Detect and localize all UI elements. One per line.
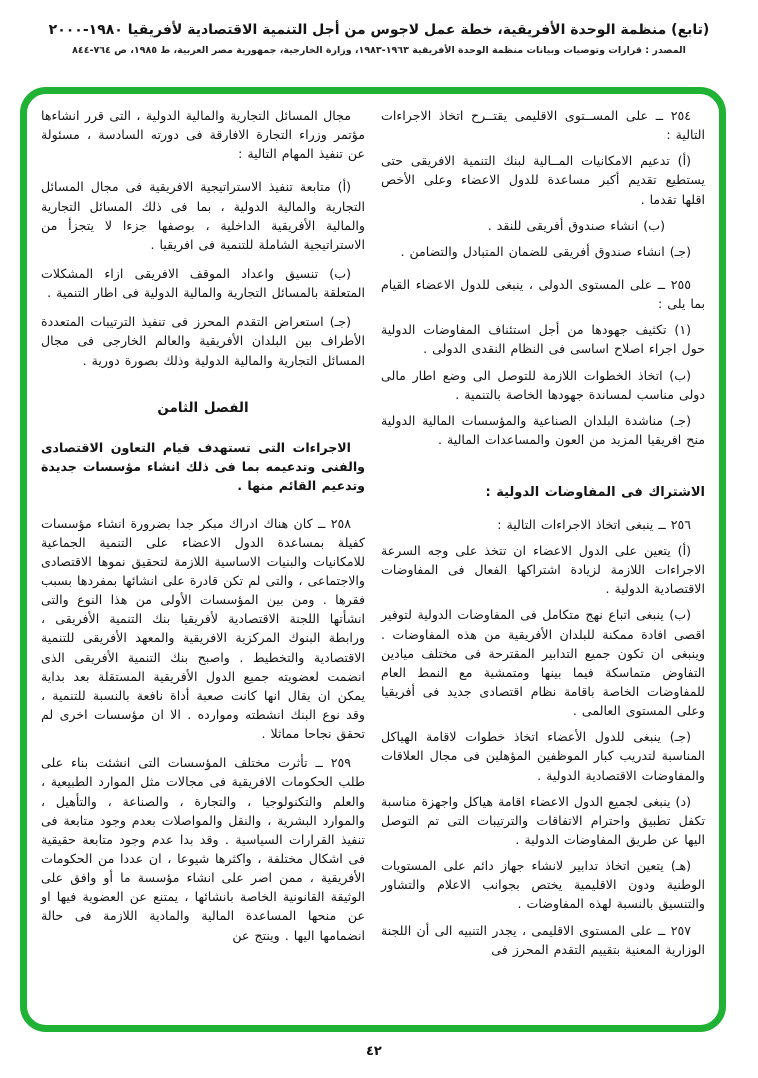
para-256-h: (هـ) يتعين اتخاذ تدابير لانشاء جهاز دائم على المستويات الوطنية ودون الاقليمية يختص بجوانب الاعلام والتشاور والتنسيق بالنسبة لهذه المفاوضات . [381,858,705,912]
para-259: ٢٥٩ ــ تأثرت مختلف المؤسسات التى انشئت بناء على طلب الحكومات الافريقية فى مجالات مثل الموارد الطبيعية ، والعلم والتكنولوجيا ، والتجارة ، والصناعة ، والتأهيل ، والموارد البشرية ، والنقل والمواصلات بعدم وجود متابعة فى تنفيذ القرارات السياسية . وقد بدا عدم وجود متابعة حقيقية فى اشكال مختلفة ، واكثرها شيوعا ، ان عددا من الحكومات الأفريقية ، ممن اصر على انشاء مؤسسة ما أو وافق على الوثيقة القانونية الخاصة بانشائها ، يمتنع عن العضوية فيها او عن منحها المساعدة المالية والمادية اللازمة فى حالة انضمامها اليها . وينتج عن [41,755,365,943]
para-254-j: (جـ) انشاء صندوق أفريقى للضمان المتبادل والتضامن . [400,243,691,259]
document-source-citation: المصدر : قرارات وتوصيات وبيانات منظمة الوحدة الأفريقية ١٩٦٣-١٩٨٣، وزارة الخارجية، جمهورية مصر العربية، ط ١٩٨٥، ص ٧٦٤-٨٤٤ [72,45,686,56]
para-256-d: (د) ينبغى لجميع الدول الاعضاء اقامة هياكل واجهزة مناسبة تكفل تطبيق واحترام الاتفاقات والترتيبات التى تم التوصل اليها عن طريق المفاوضات الدولية . [381,793,705,847]
para-254-b: (ب) انشاء صندوق أفريقى للنقد . [487,217,665,233]
para-255-b: (ب) اتخاذ الخطوات اللازمة للتوصل الى وضع اطار مالى دولى مناسب لمساندة جهودها الخاصة بالتنمية . [381,367,705,402]
column-right [381,106,705,1015]
para-255: ٢٥٥ ــ على المستوى الدولى ، ينبغى للدول الاعضاء القيام بما يلى : [381,276,705,312]
para-258: ٢٥٨ ــ كان هناك ادراك مبكر جدا بضرورة انشاء مؤسسات كفيلة بمساعدة الدول الاعضاء على التنمية الجماعية للامكانيات والبنيات الاساسية اللازمة لتحقيق نموها الاقتصادى والاجتماعى ، والتى لم تكن قادرة على انشائها بمفردها بسبب فقرها . ومن بين المؤسسات الأولى من هذا النوع والتى انشأتها اللجنة الاقتصادية لأفريقيا بنك التنمية الأفريقى ، ورابطة البنوك المركزية الافريقية والمعهد الأفريقى للتنمية الاقتصادية والتخطيط . واصبح بنك التنمية الأفريقى الذى انضمت لعضويته جميع الدول الأفريقية المستقلة بعد بداية يمكن ان يقال انها كانت صعبة أداة نافعة بالنسبة للتنمية ، وقد نوع البنك انشطته وموارده . الا ان مؤسسات اخرى لم تحقق نجاحا مماثلا . [41,515,365,742]
chapter-eight-subtitle: الاجراءات التى تستهدف قيام التعاون الاقتصادى والفنى وتدعيمه بما فى ذلك انشاء مؤسسات جديدة وتدعيم القائم منها . [41,440,365,494]
para-254-a: (أ) تدعيم الامكانيات المــالية لبنك التنمية الافريقى حتى يستطيع تقديم أكبر مساعدة للدول الاعضاء وعلى الأخص اقلها تقدما . [381,153,705,207]
para-256-a: (أ) يتعين على الدول الاعضاء ان تتخذ على وجه السرعة الاجراءات اللازمة لزيادة اشتراكها الفعال فى المفاوضات الاقتصادية الدولية . [381,543,705,597]
document-header [0,0,758,56]
chapter-eight-heading: الفصل الثامن [157,399,249,416]
para-255-j: (جـ) مناشدة البلدان الصناعية والمؤسسات المالية الدولية منح افريقيا المزيد من العون والمساعدات المالية . [381,412,705,447]
subheading-international-negotiations: الاشتراك فى المفاوضات الدولية : [485,485,705,501]
para-tasks-b: (ب) تنسيق واعداد الموقف الافريقى ازاء المشكلات المتعلقة بالمسائل التجارية والمالية الدولية فى اطار التنمية . [41,265,365,301]
para-256: ٢٥٦ ــ ينبغى اتخاذ الاجراءات التالية : [497,516,691,532]
para-continuation-intro: مجال المسائل التجارية والمالية الدولية ، التى قرر انشاءها مؤتمر وزراء التجارة الافارقة فى دورته السادسة ، مسئولة عن تنفيذ المهام التالية : [41,108,365,162]
column-left [41,106,365,1015]
para-256-b: (ب) ينبغى اتباع نهج متكامل فى المفاوضات الدولية لتوفير اقصى افادة ممكنة للبلدان الأفريقية من هذه المفاوضات . وينبغى ان تكون جميع التدابير المقترحة فى مختلف ميادين التفاوض متماسكة فيما بينها ومتمشية مع النمط العام للمفاوضات الخاصة باقامة نظام اقتصادى جديد فى أفريقيا وعلى المستوى العالمى . [381,607,705,719]
document-title: (تابع) منظمة الوحدة الأفريقية، خطة عمل لاجوس من أجل التنمية الاقتصادية لأفريقيا ١٩٨٠-٢٠٠٠ [48,22,710,38]
para-tasks-j: (جـ) استعراض التقدم المحرز فى تنفيذ الترتيبات المتعددة الأطراف بين البلدان الأفريقية والعالم الخارجى فى مجال المسائل التجارية والمالية الدولية وذلك بصورة دورية . [41,314,365,368]
content-border-box [20,87,726,1032]
para-257: ٢٥٧ ــ على المستوى الاقليمى ، يجدر التنبيه الى أن اللجنة الوزارية المعنية بتقييم التقدم المحرز فى [381,922,705,957]
para-255-1: (١) تكثيف جهودها من أجل استئناف المفاوضات الدولية حول اجراء اصلاح اساسى فى النظام النقدى الدولى . [381,322,705,357]
two-column-layout [41,106,705,1015]
para-256-j: (جـ) ينبغى للدول الأعضاء اتخاذ خطوات لاقامة الهياكل المناسبة لتدريب كبار الموظفين المؤهلين فى مجال العلاقات والمفاوضات الاقتصادية الدولية . [381,729,705,783]
para-254: ٢٥٤ ــ على المســتوى الاقليمى يقتــرح اتخاذ الاجراءات التالية : [381,108,705,143]
page-number: ٤٢ [366,1044,382,1059]
para-tasks-a: (أ) متابعة تنفيذ الاستراتيجية الافريقية فى مجال المسائل التجارية والمالية الدولية ، بما فى ذلك المسائل التجارية والمالية الأفريقية الداخلية ، بوصفها جزءا لا يتجزأ من الاستراتيجية الشاملة للتنمية فى افريقيا . [41,179,365,252]
